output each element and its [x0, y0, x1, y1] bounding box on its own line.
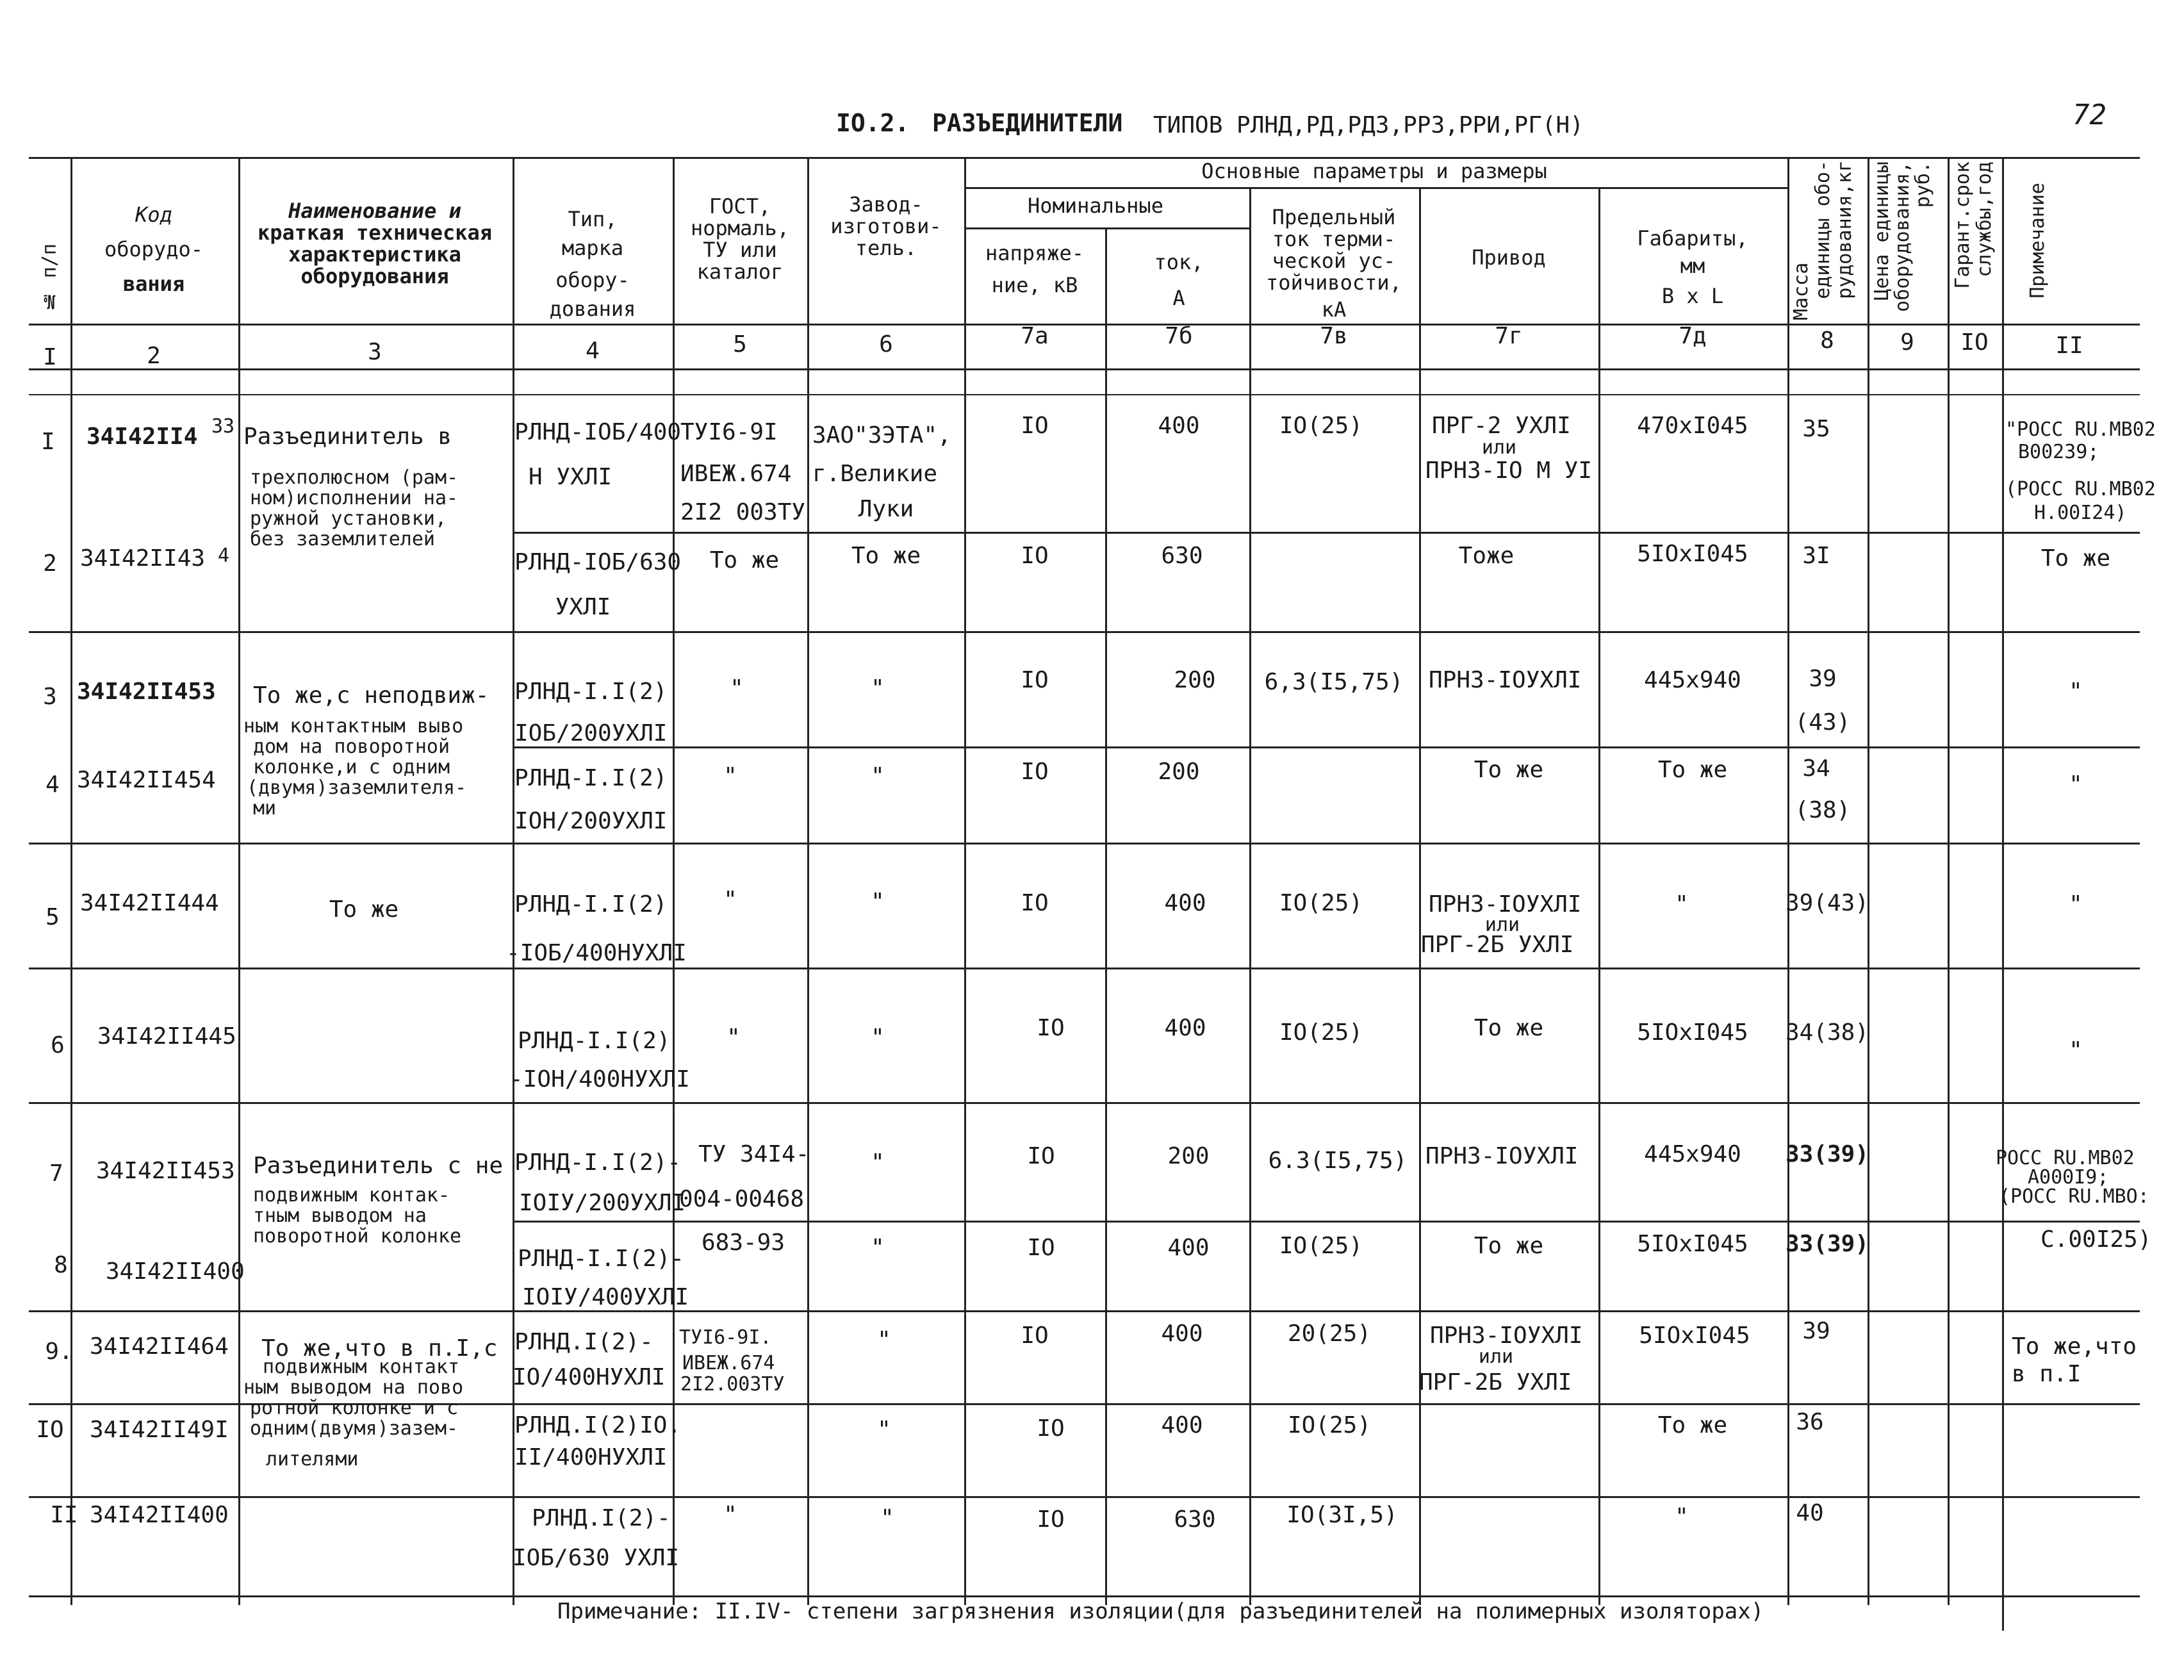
row-type: РЛНД-IОБ/400: [514, 419, 682, 445]
row-dims: То же: [1657, 757, 1728, 783]
col-header-gost: ГОСТ,: [709, 194, 771, 218]
row-drive: То же: [1474, 1015, 1544, 1041]
row-gost: ": [723, 1502, 737, 1528]
col-header-main-params: Основные параметры и размеры: [1201, 159, 1547, 183]
row-line: [29, 631, 2140, 633]
col-header-price: Цена единицы: [1871, 161, 1893, 301]
row-current: 400: [1161, 1321, 1203, 1347]
row-line: [29, 968, 2140, 969]
row-num: IO: [36, 1417, 64, 1443]
row-voltage: IO: [1027, 1235, 1055, 1261]
col-header-mass-line: Масса: [1790, 262, 1812, 320]
col-header-note: Примечание: [2026, 183, 2049, 299]
col-line: [1249, 187, 1251, 1605]
col-line: [70, 157, 72, 1605]
row-limit-current: IO(3I,5): [1286, 1502, 1398, 1528]
row-current: 400: [1164, 890, 1206, 916]
row-num: 9.: [45, 1338, 73, 1365]
main-params-line: [964, 187, 1787, 189]
col-header-maker: изготови-: [830, 214, 942, 238]
col-header-gost: каталог: [696, 259, 784, 284]
row-note: То же: [2040, 545, 2111, 572]
row-gost: ТУI6-9I: [680, 419, 778, 445]
row-current: 200: [1167, 1143, 1210, 1169]
colnum-bottom-line: [29, 368, 2140, 370]
row-num: I: [41, 429, 55, 455]
row-drive: Тоже: [1458, 543, 1515, 569]
col-line: [807, 157, 809, 1605]
row-dims: 5IOхI045: [1639, 1322, 1750, 1349]
group-name: ном)исполнении на-: [250, 487, 459, 509]
col-header-price: оборудования,: [1891, 161, 1914, 312]
col-header-current: ток,: [1154, 250, 1204, 274]
group-name: То же,что в п.I,с: [261, 1335, 498, 1362]
row-type: IО/400НУХЛI: [513, 1364, 666, 1390]
row-type: IОIУ/400УХЛI: [522, 1284, 689, 1310]
row-maker: ": [871, 1235, 885, 1261]
row-type: РЛНД.I(2)-: [532, 1505, 671, 1531]
col-line: [1787, 157, 1789, 1605]
col-header-code: оборудо-: [104, 237, 204, 261]
row-gost: 2I2.003ТУ: [680, 1373, 785, 1396]
group-name: трехполюсном (рам-: [250, 466, 459, 489]
row-mass: 39: [1802, 1318, 1830, 1344]
group-name: подвижным контакт: [263, 1356, 460, 1378]
table-top-line: [29, 157, 2140, 159]
col-header-current: А: [1172, 286, 1185, 310]
row-drive: ПРНЗ-IО М УI: [1425, 457, 1593, 484]
group-name: ротной колонке и с: [250, 1397, 459, 1419]
row-code: 34I42II464: [90, 1333, 229, 1360]
col-number: 3: [368, 339, 382, 365]
row-voltage: IO: [1021, 890, 1049, 916]
col-header-maker: Завод-: [849, 192, 923, 217]
header-bottom-line: [29, 324, 2140, 325]
row-note: ": [2069, 679, 2083, 705]
col-line: [1598, 187, 1600, 1605]
row-gost: ТУ 34I4-: [698, 1141, 810, 1167]
row-current: 400: [1158, 413, 1200, 439]
row-gost: То же: [709, 547, 780, 573]
col-header-mass: [1791, 160, 1812, 320]
row-mass: 3I: [1802, 543, 1830, 569]
col-number: 7д: [1679, 323, 1707, 349]
row-note: А000I9;: [2028, 1166, 2109, 1189]
col-header-warranty: службы,год: [1973, 161, 1996, 277]
row-mass: 39: [1809, 666, 1837, 692]
row-num: 2: [43, 550, 57, 577]
row-voltage: IO: [1021, 543, 1049, 569]
col-header-voltage: ние, кВ: [991, 273, 1078, 297]
group-name: колонке,и с одним: [253, 756, 450, 778]
row-num: 8: [54, 1252, 68, 1278]
row-code: 34I42II400: [106, 1258, 245, 1285]
row-gost: ТУI6-9I.: [679, 1326, 772, 1349]
col-header-maker: тель.: [855, 236, 917, 260]
row-maker: ": [871, 675, 885, 702]
footnote: Примечание: II.IV- степени загрязнения изоляции(для разъединителей на полимерных изоляторах): [557, 1599, 1764, 1624]
row-code: 34I42II453: [77, 679, 216, 705]
row-voltage: IO: [1021, 1322, 1049, 1349]
row-type: IОБ/630 УХЛI: [513, 1545, 680, 1571]
row-code: 34I42II453: [96, 1158, 235, 1184]
row-voltage: IO: [1027, 1143, 1055, 1169]
row-limit-current: 6.3(I5,75): [1268, 1148, 1408, 1174]
col-header-limit-current: кА: [1321, 297, 1347, 322]
row-type: РЛНД-I.I(2): [514, 679, 668, 705]
col-header-limit-current: тойчивости,: [1266, 270, 1402, 295]
col-number: II: [2055, 333, 2083, 359]
col-number: I: [43, 344, 57, 370]
row-type: РЛНД-I.I(2): [514, 891, 668, 918]
row-dims: 5IOхI045: [1637, 541, 1748, 567]
row-mass: (43): [1794, 709, 1851, 736]
row-code-sup: 4: [218, 545, 230, 567]
row-gost: ИВЕЖ.674: [682, 1352, 775, 1374]
row-voltage: IO: [1021, 759, 1049, 785]
row-drive: То же: [1474, 1233, 1544, 1259]
group-name: ми: [253, 797, 277, 819]
col-number: 7б: [1165, 323, 1193, 349]
row-note: ": [2069, 1037, 2083, 1064]
col-header-warranty: Гарант.срок: [1951, 161, 1974, 289]
row-mass: 33(39): [1785, 1141, 1869, 1167]
row-drive: или: [1478, 1346, 1514, 1368]
row-drive: ПРНЗ-IОУХЛI: [1429, 891, 1582, 918]
row-line: [29, 394, 2140, 395]
group-name: подвижным контак-: [253, 1184, 450, 1206]
row-mass: 34(38): [1785, 1019, 1869, 1046]
row-note: в п.I: [2012, 1361, 2081, 1387]
col-header-gost: нормаль,: [690, 216, 790, 240]
row-maker: ": [871, 1025, 885, 1051]
col-header-mass: рудования,кг: [1834, 160, 1856, 299]
col-header-dims: мм: [1680, 254, 1705, 278]
col-header-code: вания: [122, 272, 185, 296]
section-number: IO.2.: [836, 109, 910, 137]
row-limit-current: 20(25): [1287, 1321, 1372, 1347]
col-header-name: краткая техническая: [257, 220, 493, 245]
col-line: [238, 157, 240, 1605]
row-dims: 5IOхI045: [1637, 1019, 1748, 1046]
col-number: 7в: [1320, 323, 1348, 349]
col-line: [1105, 227, 1107, 1605]
row-mass: (38): [1794, 797, 1851, 823]
row-mass: 40: [1796, 1500, 1824, 1526]
row-code: 34I42II400: [90, 1502, 229, 1528]
row-maker: ": [871, 889, 885, 915]
row-drive: ПРНЗ-IОУХЛI: [1429, 667, 1582, 693]
col-header-type: Тип,: [568, 207, 618, 231]
row-type: IОIУ/200УХЛI: [519, 1190, 686, 1216]
row-dims: ": [1675, 1504, 1689, 1530]
row-dims: 5IOхI045: [1637, 1231, 1748, 1257]
row-line: [29, 843, 2140, 844]
row-mass: 33(39): [1785, 1231, 1869, 1257]
row-gost: 2I2 003ТУ: [680, 499, 806, 525]
row-type: -IОН/400НУХЛI: [509, 1066, 690, 1092]
row-current: 200: [1174, 667, 1216, 693]
row-dims: ": [1675, 891, 1689, 918]
row-maker: ЗАО"ЗЭТА",: [812, 422, 951, 449]
col-header-drive: Привод: [1472, 245, 1546, 270]
group-name: Разъединитель с не: [253, 1153, 504, 1179]
col-number: IO: [1960, 329, 1989, 356]
table-bottom-line: [29, 1595, 2140, 1597]
col-header-name: оборудования: [300, 264, 449, 288]
row-maker: ": [871, 1149, 885, 1176]
group-name: одним(двумя)зазем-: [250, 1417, 459, 1440]
row-note: "РОСС RU.МВ02: [2005, 418, 2156, 441]
col-header-price: руб.: [1912, 161, 1934, 208]
row-mass: 35: [1802, 416, 1830, 442]
col-header-type: дования: [549, 297, 636, 321]
row-drive: ПРНЗ-IОУХЛI: [1430, 1322, 1583, 1349]
row-maker: ": [877, 1327, 891, 1353]
row-mass: 34: [1802, 755, 1830, 782]
row-voltage: IO: [1037, 1015, 1065, 1041]
row-limit-current: IO(25): [1279, 1233, 1363, 1259]
col-number: 9: [1900, 329, 1914, 356]
row-current: 400: [1164, 1015, 1206, 1041]
row-num: II: [50, 1502, 78, 1528]
col-header-dims: В х L: [1661, 284, 1724, 308]
row-type: УХЛI: [555, 594, 611, 620]
row-line: [513, 532, 2140, 534]
row-drive: ПРГ-2Б УХЛI: [1419, 1369, 1572, 1396]
row-code-sup: 33: [211, 415, 235, 438]
row-line: [513, 746, 2140, 748]
col-header-gost: ТУ или: [703, 238, 777, 262]
col-header-name: Наименование и: [288, 199, 461, 223]
col-header-dims: Габариты,: [1637, 226, 1748, 251]
row-type: РЛНД-IОБ/630: [514, 549, 682, 575]
col-line: [2002, 157, 2004, 1631]
page-title: РАЗЪЕДИНИТЕЛИ: [932, 109, 1123, 137]
row-num: 3: [43, 684, 57, 710]
row-note: (РОСС RU.МВ02: [2005, 478, 2156, 500]
col-number: 6: [879, 331, 893, 358]
group-name: ным выводом на пово: [243, 1376, 464, 1399]
col-header-limit-current: Предельный: [1272, 205, 1396, 229]
row-code: 34I42II4: [86, 424, 198, 450]
row-voltage: IO: [1037, 1506, 1065, 1533]
row-note: В00239;: [2018, 441, 2099, 463]
row-type: РЛНД-I.I(2): [514, 765, 668, 791]
row-type: II/400НУХЛI: [514, 1444, 668, 1470]
row-voltage: IO: [1021, 413, 1049, 439]
row-line: [29, 1496, 2140, 1498]
row-current: 400: [1161, 1412, 1203, 1438]
row-type: РЛНД.I(2)-: [514, 1329, 653, 1355]
row-note: С.00I25): [2040, 1226, 2152, 1253]
row-type: РЛНД-I.I(2)-: [518, 1246, 685, 1272]
row-type: -IОБ/400НУХЛI: [506, 940, 687, 966]
row-line: [513, 1221, 2140, 1223]
row-gost: 683-93: [701, 1230, 785, 1256]
row-num: 5: [45, 904, 60, 930]
group-name: ным контактным выво: [243, 715, 464, 737]
group-name: лителями: [266, 1448, 359, 1470]
col-header-num: № п/п: [38, 243, 61, 313]
row-type: IОБ/200УХЛI: [514, 720, 668, 746]
col-header-limit-current: ческой ус-: [1272, 249, 1396, 273]
group-name: тным выводом на: [253, 1205, 427, 1227]
row-limit-current: 6,3(I5,75): [1264, 669, 1404, 695]
row-mass: 39(43): [1785, 890, 1869, 916]
row-type: РЛНД-I.I(2): [518, 1028, 671, 1054]
row-type: IОН/200УХЛI: [514, 808, 668, 834]
row-gost: 004-00468: [679, 1186, 805, 1212]
row-limit-current: IO(25): [1279, 1019, 1363, 1046]
row-gost: ": [730, 675, 744, 702]
col-header-code: Код: [135, 202, 172, 227]
row-line: [29, 1102, 2140, 1104]
col-header-mass: единицы обо-: [1812, 160, 1834, 299]
col-number: 8: [1820, 327, 1834, 354]
col-number: 2: [147, 343, 161, 369]
row-maker: г.Великие: [812, 461, 938, 487]
row-drive: ПРГ-2 УХЛI: [1432, 413, 1571, 439]
row-current: 200: [1158, 759, 1200, 785]
row-gost: ": [727, 1025, 741, 1051]
row-code: 34I42II445: [97, 1023, 236, 1050]
row-mass: 36: [1796, 1409, 1824, 1435]
col-header-nominal: Номинальные: [1028, 194, 1163, 218]
row-note: (РОСС RU.МВО:: [1999, 1185, 2149, 1208]
row-num: 7: [49, 1160, 63, 1187]
row-drive: То же: [1474, 757, 1544, 783]
row-code: 34I42II43: [80, 545, 206, 572]
row-drive: или: [1481, 436, 1517, 459]
row-code: 34I42II444: [80, 890, 219, 916]
row-gost: ИВЕЖ.674: [680, 461, 792, 487]
group-name: Разъединитель в: [243, 424, 452, 450]
group-name: без заземлителей: [250, 528, 435, 550]
col-header-limit-current: ток терми-: [1272, 227, 1396, 251]
row-code: 34I42II454: [77, 767, 216, 793]
col-number: 5: [733, 331, 747, 358]
group-name: То же,с неподвиж-: [253, 682, 489, 709]
col-line: [964, 157, 966, 1605]
col-line: [673, 157, 675, 1605]
group-name: То же: [329, 896, 399, 923]
row-dims: То же: [1657, 1412, 1728, 1438]
row-current: 630: [1174, 1506, 1216, 1533]
row-note: РОСС RU.МВ02: [1996, 1147, 2135, 1169]
row-maker: Луки: [858, 496, 914, 522]
row-type: РЛНД-I.I(2)-: [514, 1149, 682, 1176]
col-header-name: характеристика: [288, 242, 461, 267]
row-note: Н.00I24): [2034, 502, 2127, 524]
col-number: 7г: [1495, 323, 1523, 349]
row-dims: 470хI045: [1637, 413, 1748, 439]
row-drive: или: [1484, 914, 1520, 936]
row-maker: ": [871, 763, 885, 789]
row-dims: 445х940: [1644, 667, 1741, 693]
group-name: ружной установки,: [250, 507, 447, 530]
col-header-type: марка: [561, 236, 624, 260]
row-num: 4: [45, 771, 60, 798]
page-number: 72: [2073, 99, 2106, 131]
row-note: То же,что: [2012, 1333, 2137, 1360]
row-line: [29, 1310, 2140, 1312]
row-voltage: IO: [1037, 1415, 1065, 1442]
row-maker: ": [880, 1505, 894, 1531]
col-number: 4: [586, 338, 600, 364]
col-line: [1868, 157, 1869, 1605]
row-limit-current: IO(25): [1287, 1412, 1372, 1438]
row-current: 630: [1161, 543, 1203, 569]
page-subtitle: ТИПОВ РЛНД,РД,РДЗ,РРЗ,РРИ,РГ(Н): [1153, 112, 1584, 138]
row-dims: 445х940: [1644, 1141, 1741, 1167]
row-note: ": [2069, 771, 2083, 798]
row-drive: ПРНЗ-IОУХЛI: [1425, 1143, 1579, 1169]
row-limit-current: IO(25): [1279, 413, 1363, 439]
group-name: дом на поворотной: [253, 736, 450, 758]
row-type: Н УХЛI: [529, 464, 612, 490]
row-code: 34I42II49I: [90, 1417, 229, 1443]
row-drive: ПРГ-2Б УХЛI: [1421, 932, 1574, 958]
row-gost: ": [723, 763, 737, 789]
row-num: 6: [51, 1032, 65, 1058]
col-line: [1948, 157, 1950, 1605]
group-name: (двумя)заземлителя-: [247, 777, 467, 799]
col-header-voltage: напряже-: [985, 241, 1085, 265]
row-voltage: IO: [1021, 667, 1049, 693]
row-type: РЛНД.I(2)IО.: [514, 1412, 682, 1438]
group-name: поворотной колонке: [253, 1225, 462, 1248]
row-gost: ": [723, 887, 737, 913]
row-maker: То же: [851, 543, 921, 569]
row-note: ": [2069, 891, 2083, 918]
row-limit-current: IO(25): [1279, 890, 1363, 916]
col-number: 7а: [1021, 323, 1049, 349]
col-header-type: обору-: [555, 268, 630, 292]
row-current: 400: [1167, 1235, 1210, 1261]
row-maker: ": [877, 1417, 891, 1443]
